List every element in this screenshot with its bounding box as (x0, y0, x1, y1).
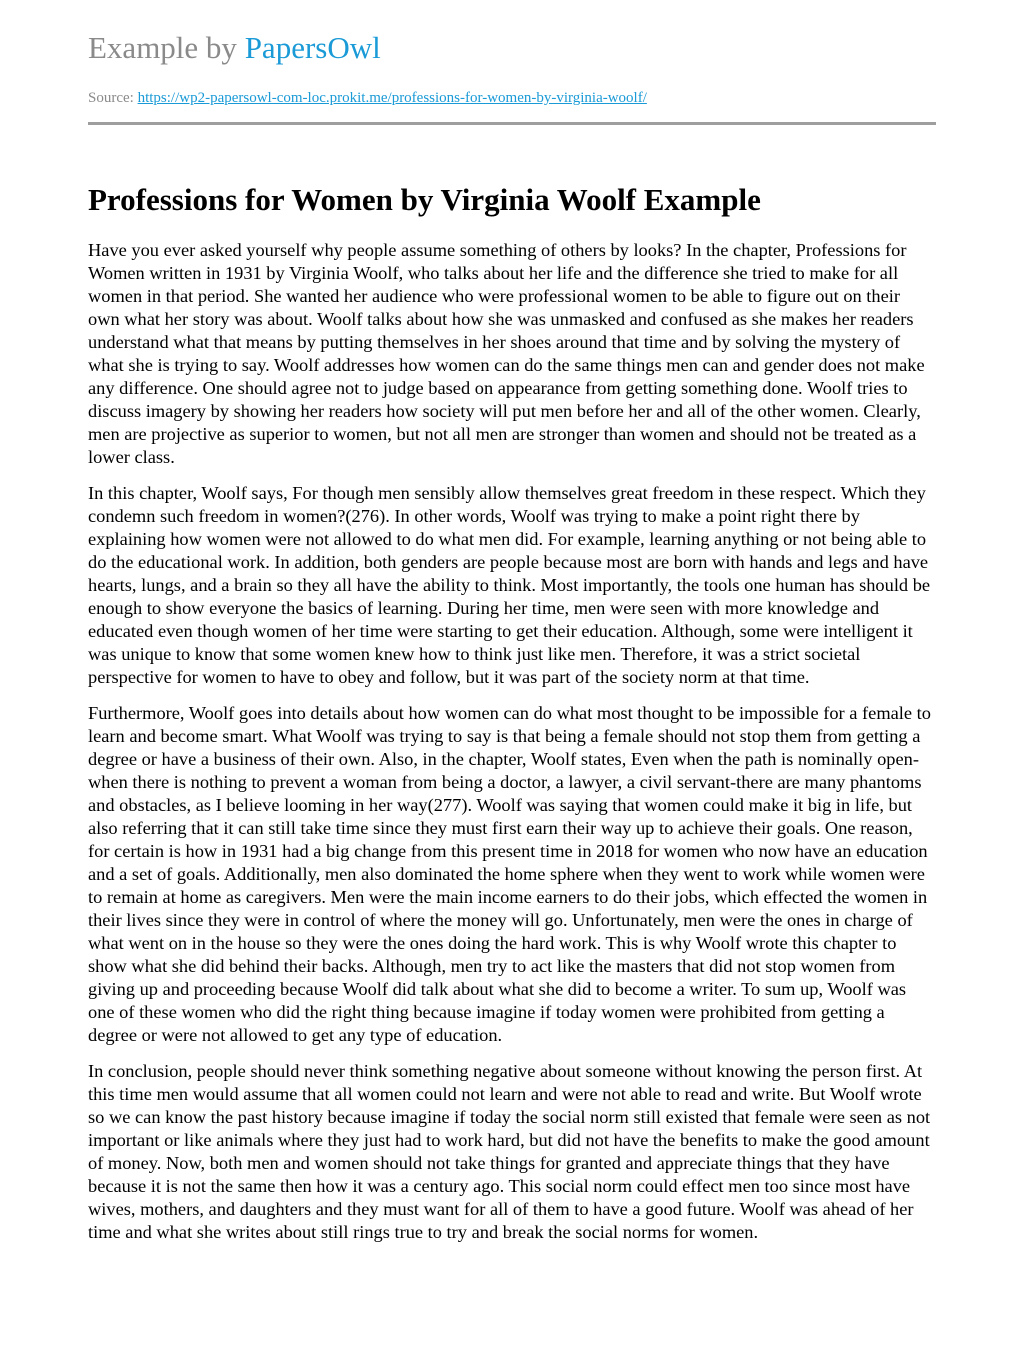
source-line (88, 88, 647, 108)
paragraph-3: Furthermore, Woolf goes into details about how women can do what most thought to be impossible for a female to learn and become smart. What Woolf was trying to say is that being a female should not stop them from getting a degree or have a business of their own. Also, in the chapter, Woolf states, Even when the path is nominally open-when there is nothing to prevent a woman from being a doctor, a lawyer, a civil servant-there are many phantoms and obstacles, as I believe looming in her way(277). Woolf was saying that women could make it big in life, but also referring that it can still take time since they must first earn their way up to achieve their goals. One reason, for certain is how in 1931 had a big change from this present time in 2018 for women who now have an education and a set of goals. Additionally, men also dominated the home sphere when they went to work while women were to remain at home as caregivers. Men were the main income earners to do their jobs, which effected the women in their lives since they were in control of where the money will go. Unfortunately, men were the ones in charge of what went on in the house so they were the ones doing the hard work. This is why Woolf wrote this chapter to show what she did behind their backs. Although, men try to act like the masters that did not stop women from giving up and proceeding because Woolf did talk about what she did to become a writer. To sum up, Woolf was one of these women who did the right thing because imagine if today women were prohibited from getting a degree or were not allowed to get any type of education. (88, 703, 931, 1045)
source-link[interactable]: https://wp2-papersowl-com-loc.prokit.me/professions-for-women-by-virginia-woolf/ (137, 90, 647, 106)
document-body (88, 239, 936, 1257)
paragraph-4: In conclusion, people should never think something negative about someone without knowing the person first. At this time men would assume that all women could not learn and were not able to read and write. But Woolf wrote so we can know the past history because imagine if today the social norm still existed that female were seen as not important or like animals where they just had to work hard, but did not have the benefits to make the good amount of money. Now, both men and women should not take things for granted and appreciate things that they have because it is not the same then how it was a century ago. This social norm could effect men too since most have wives, mothers, and daughters and they must want for all of them to have a good future. Woolf was ahead of her time and what she writes about still rings true to try and break the social norms for women. (88, 1061, 931, 1242)
paragraph-1: Have you ever asked yourself why people assume something of others by looks? In the chapter, Professions for Women written in 1931 by Virginia Woolf, who talks about her life and the difference she tried to make for all women in that period. She wanted her audience who were professional women to be able to figure out on their own what her story was about. Woolf talks about how she was unmasked and confused as she makes her readers understand what that means by putting themselves in her shoes around that time and by solving the mystery of what she is trying to say. Woolf addresses how women can do the same things men can and gender does not make any difference. One should agree not to judge based on appearance from getting something done. Woolf tries to discuss imagery by showing her readers how society will put men before her and all of the other women. Clearly, men are projective as superior to women, but not all men are stronger than women and should not be treated as a lower class. (88, 240, 925, 467)
document-title: Professions for Women by Virginia Woolf Example (88, 182, 761, 217)
brand-prefix: Example by (88, 30, 245, 65)
site-brand (88, 28, 381, 68)
brand-link[interactable]: PapersOwl (244, 30, 381, 65)
paragraph-2: In this chapter, Woolf says, For though men sensibly allow themselves great freedom in these respect. Which they condemn such freedom in women?(276). In other words, Woolf was trying to make a point right there by explaining how women were not allowed to do what men did. For example, learning anything or not being able to do the educational work. In addition, both genders are people because most are born with hands and legs and have hearts, lungs, and a brain so they all have the ability to think. Most importantly, the tools one human has should be enough to show everyone the basics of learning. During her time, men were seen with more knowledge and educated even though women of her time were starting to get their education. Although, some were intelligent it was unique to know that some women knew how to think just like men. Therefore, it was a strict societal perspective for women to have to obey and follow, but it was part of the society norm at that time. (88, 483, 931, 687)
header-divider (88, 122, 936, 125)
source-label: Source: (88, 90, 138, 106)
